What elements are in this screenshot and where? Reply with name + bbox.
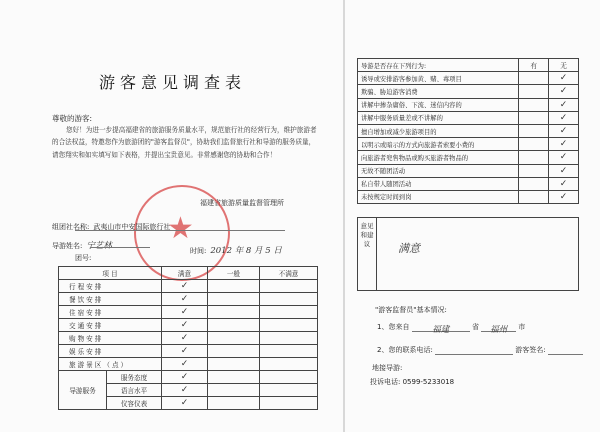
service-rating-table [58,266,318,410]
answer-no [549,111,579,124]
answer-no [549,151,579,164]
row-item: 服务态度 [107,371,162,384]
check-icon: ✓ [559,139,568,150]
complaint-phone-field [370,377,454,387]
check-icon: ✓ [180,385,189,395]
opinion-label: 意见和建议 [360,222,374,248]
rating-satisfied [162,332,208,345]
table-row [59,280,318,293]
table-row [59,345,318,358]
guide-label: 导游姓名: [52,242,83,250]
origin-province-suffix: 省 [471,323,479,331]
visitor-signature [548,346,583,355]
guide-underline [90,247,150,248]
header-average: 一般 [208,267,260,280]
complaint-label: 投诉电话: [370,378,401,386]
group-field [75,253,91,263]
answer-no [549,177,579,190]
behavior-item: 讲解中掺杂庸俗、下流、迷信内容的 [358,98,519,111]
date-label: 时间: [190,247,207,255]
answer-no [549,164,579,177]
complaint-phone: 0599-5233018 [402,378,455,386]
rating-satisfied [162,384,208,397]
behavior-item: 诱导或安排游客参加黄、赌、毒项目 [358,72,519,85]
rating-satisfied [162,306,208,319]
behavior-item: 向旅游者兜售物品或购买旅游者物品的 [358,151,519,164]
agency-underline [75,230,285,231]
guide-field [52,239,112,251]
check-icon: ✓ [559,165,568,176]
check-icon: ✓ [559,152,568,163]
check-icon: ✓ [559,126,568,137]
check-icon: ✓ [559,99,568,110]
row-item: 行程安排 [59,280,162,293]
group-label: 团号: [75,254,92,262]
supervisor-origin [377,322,526,335]
table-row [59,371,318,384]
table-row [358,164,579,177]
check-icon: ✓ [180,359,189,369]
origin-province: 福建 [412,323,470,332]
behavior-item: 无故不随团活动 [358,164,519,177]
check-icon: ✓ [180,320,189,330]
table-row [59,358,318,371]
answer-no [549,85,579,98]
table-row [358,124,579,137]
answer-no [549,124,579,137]
header-unsatisfied: 不满意 [260,267,318,280]
answer-no [549,190,579,203]
table-row [358,85,579,98]
behavior-item: 私自带人随团活动 [358,177,519,190]
date-value: 2012 年 8 月 5 日 [210,246,282,256]
table-header-row [59,267,318,280]
opinion-divider [376,218,377,290]
check-icon: ✓ [559,178,568,189]
check-icon: ✓ [180,307,189,317]
header-item: 项 目 [59,267,162,280]
agency-label: 组团社名称: [52,223,90,231]
header-satisfied: 满意 [162,267,208,280]
seal-star-icon: ★ [167,211,194,246]
supervisor-contact [377,345,583,355]
visitor-signature-label: 游客签名: [515,346,546,354]
row-item: 餐饮安排 [59,293,162,306]
table-row [358,111,579,124]
behavior-item: 未按规定时间到岗 [358,190,519,203]
guide-service-group: 导游服务 [59,371,107,410]
row-item: 交通安排 [59,319,162,332]
rating-satisfied [162,319,208,332]
table-row [59,293,318,306]
row-item: 仪容仪表 [107,397,162,410]
behavior-item: 讲解中服务质量差或不讲解的 [358,111,519,124]
guide-value: 宁艺林 [86,241,112,251]
check-icon: ✓ [180,346,189,356]
header-no: 无 [549,59,579,72]
table-row [358,72,579,85]
row-item: 旅游景区（点） [59,358,162,371]
table-row [59,332,318,345]
origin-city: 福州 [481,323,516,332]
rating-satisfied [162,293,208,306]
behavior-item: 以明示或暗示的方式向旅游者索要小费的 [358,138,519,151]
supervisor-heading: "游客监督员"基本情况: [375,306,447,314]
table-header-row [358,59,579,72]
row-item: 住宿安排 [59,306,162,319]
table-row [358,177,579,190]
rating-satisfied [162,280,208,293]
answer-no [549,98,579,111]
table-row [59,306,318,319]
behavior-item: 擅自增加或减少旅游项目的 [358,124,519,137]
check-icon: ✓ [180,333,189,343]
agency-value: 武夷山市中安国际旅行社 [93,223,171,231]
opinion-handwriting: 满意 [398,242,420,255]
check-icon: ✓ [559,86,568,97]
check-icon: ✓ [180,372,189,382]
rating-satisfied [162,397,208,410]
form-title: 游客意见调查表 [98,73,246,92]
row-item: 娱乐安排 [59,345,162,358]
origin-prefix: 1、您来自 [377,323,410,331]
guide-behavior-table [357,58,579,204]
row-item: 购物安排 [59,332,162,345]
rating-satisfied [162,345,208,358]
header-yes: 有 [519,59,549,72]
opinion-box [357,217,579,291]
local-guide-field: 地接导游: [372,364,403,372]
check-icon: ✓ [559,73,568,84]
issuer-signature: 福建省旅游质量监督管理所 [200,199,284,207]
check-icon: ✓ [180,398,189,408]
greeting: 尊敬的游客: [52,114,93,123]
page-fold [343,0,345,432]
check-icon: ✓ [180,294,189,304]
table-row [358,190,579,203]
table-row [358,138,579,151]
answer-no [549,138,579,151]
row-item: 语言水平 [107,384,162,397]
header-question: 导游是否存在下列行为: [358,59,519,72]
phone-value [435,346,513,355]
date-field [190,244,282,256]
origin-city-suffix: 市 [518,323,526,331]
rating-satisfied [162,358,208,371]
phone-label: 2、您的联系电话: [377,346,433,354]
table-row [358,151,579,164]
rating-satisfied [162,371,208,384]
behavior-item: 欺骗、胁迫游客消费 [358,85,519,98]
check-icon: ✓ [559,112,568,123]
check-icon: ✓ [180,281,189,291]
check-icon: ✓ [559,191,568,202]
table-row [59,319,318,332]
intro-letter: 您好！为进一步提高福建省的旅游服务质量水平，规范旅行社的经营行为，维护旅游者的合法权益，特邀您作为旅游团的"游客监督员"，协助我们监督旅行社和导游的服务质量，请您翔实和如实填写如下表格，并提出宝贵意见。非常感谢您的协助和合作！ [52,126,317,159]
table-row [358,98,579,111]
answer-no [549,72,579,85]
